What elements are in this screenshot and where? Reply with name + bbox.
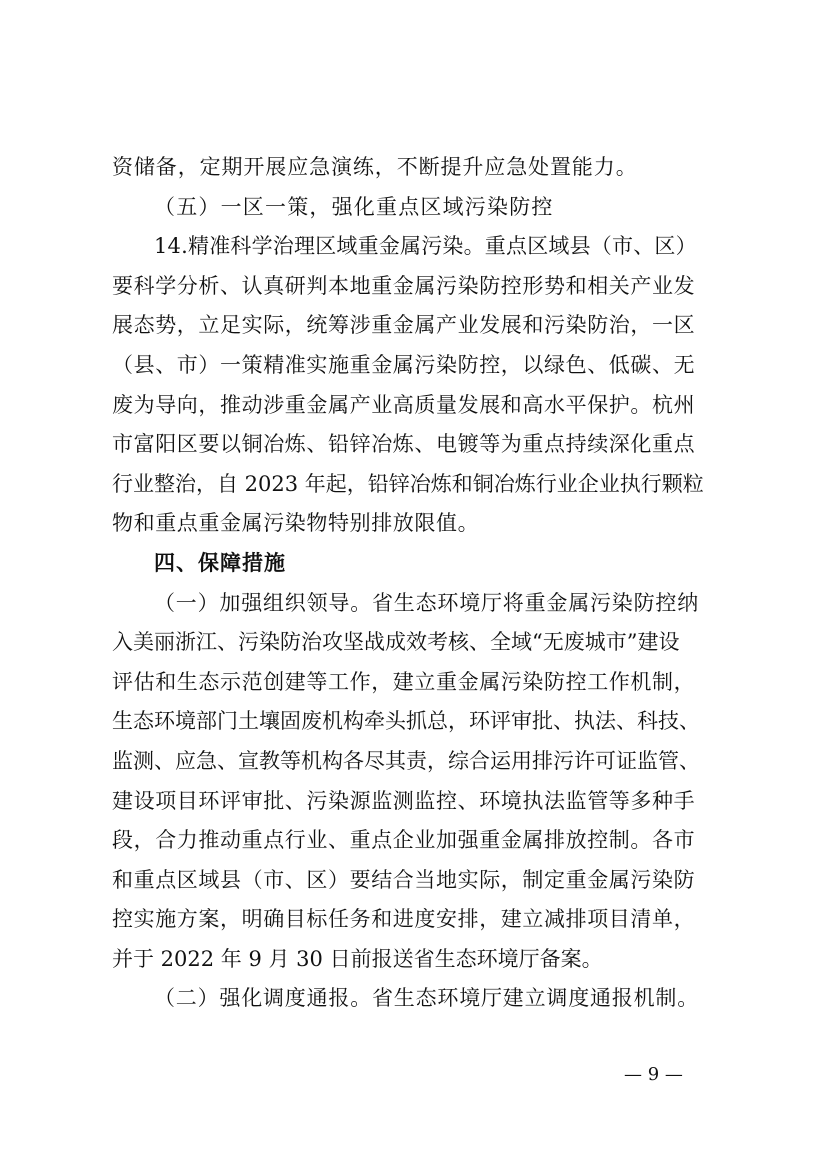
section-heading: 四、保障措施: [154, 550, 286, 575]
text-line: 段，合力推动重点行业、重点企业加强重金属排放控制。各市: [112, 828, 696, 853]
text-line: 监测、应急、宣教等机构各尽其责，综合运用排污许可证监管、: [112, 748, 700, 773]
text-line: 展态势，立足实际，统筹涉重金属产业发展和污染防治，一区: [112, 313, 696, 338]
text-line: （县、市）一策精准实施重金属污染防控，以绿色、低碳、无: [112, 352, 696, 377]
text-line: 14.精准科学治理区域重金属污染。重点区域县（市、区）: [154, 234, 697, 259]
text-line: 建设项目环评审批、污染源监测监控、环境执法监管等多种手: [112, 788, 696, 813]
text-line: 入美丽浙江、污染防治攻坚战成效考核、全域“无废城市”建设: [112, 630, 680, 655]
text-line: （一）加强组织领导。省生态环境厅将重金属污染防控纳: [154, 590, 699, 615]
text-line: 行业整治，自 2023 年起，铅锌冶炼和铜冶炼行业企业执行颗粒: [112, 471, 704, 496]
text-line: 资储备，定期开展应急演练，不断提升应急处置能力。: [112, 155, 638, 179]
text-line: 生态环境部门土壤固废机构牵头抓总，环评审批、执法、科技、: [112, 709, 700, 734]
text-line: （二）强化调度通报。省生态环境厅建立调度通报机制。: [154, 986, 699, 1011]
text-line: （五）一区一策，强化重点区域污染防控: [154, 194, 554, 219]
text-line: 评估和生态示范创建等工作，建立重金属污染防控工作机制，: [112, 669, 696, 694]
document-body: [112, 148, 716, 1019]
text-line: 要科学分析、认真研判本地重金属污染防控形势和相关产业发: [112, 273, 696, 298]
text-line: 物和重点重金属污染物特别排放限值。: [112, 511, 480, 536]
page-number: — 9 —: [624, 1064, 683, 1085]
text-line: 和重点区域县（市、区）要结合当地实际，制定重金属污染防: [112, 867, 696, 892]
text-line: 控实施方案，明确目标任务和进度安排，建立减排项目清单，: [112, 907, 696, 932]
text-line: 废为导向，推动涉重金属产业高质量发展和高水平保护。杭州: [112, 392, 696, 417]
text-line: 市富阳区要以铜冶炼、铅锌冶炼、电镀等为重点持续深化重点: [112, 432, 696, 457]
text-line: 并于 2022 年 9 月 30 日前报送省生态环境厅备案。: [112, 946, 603, 971]
